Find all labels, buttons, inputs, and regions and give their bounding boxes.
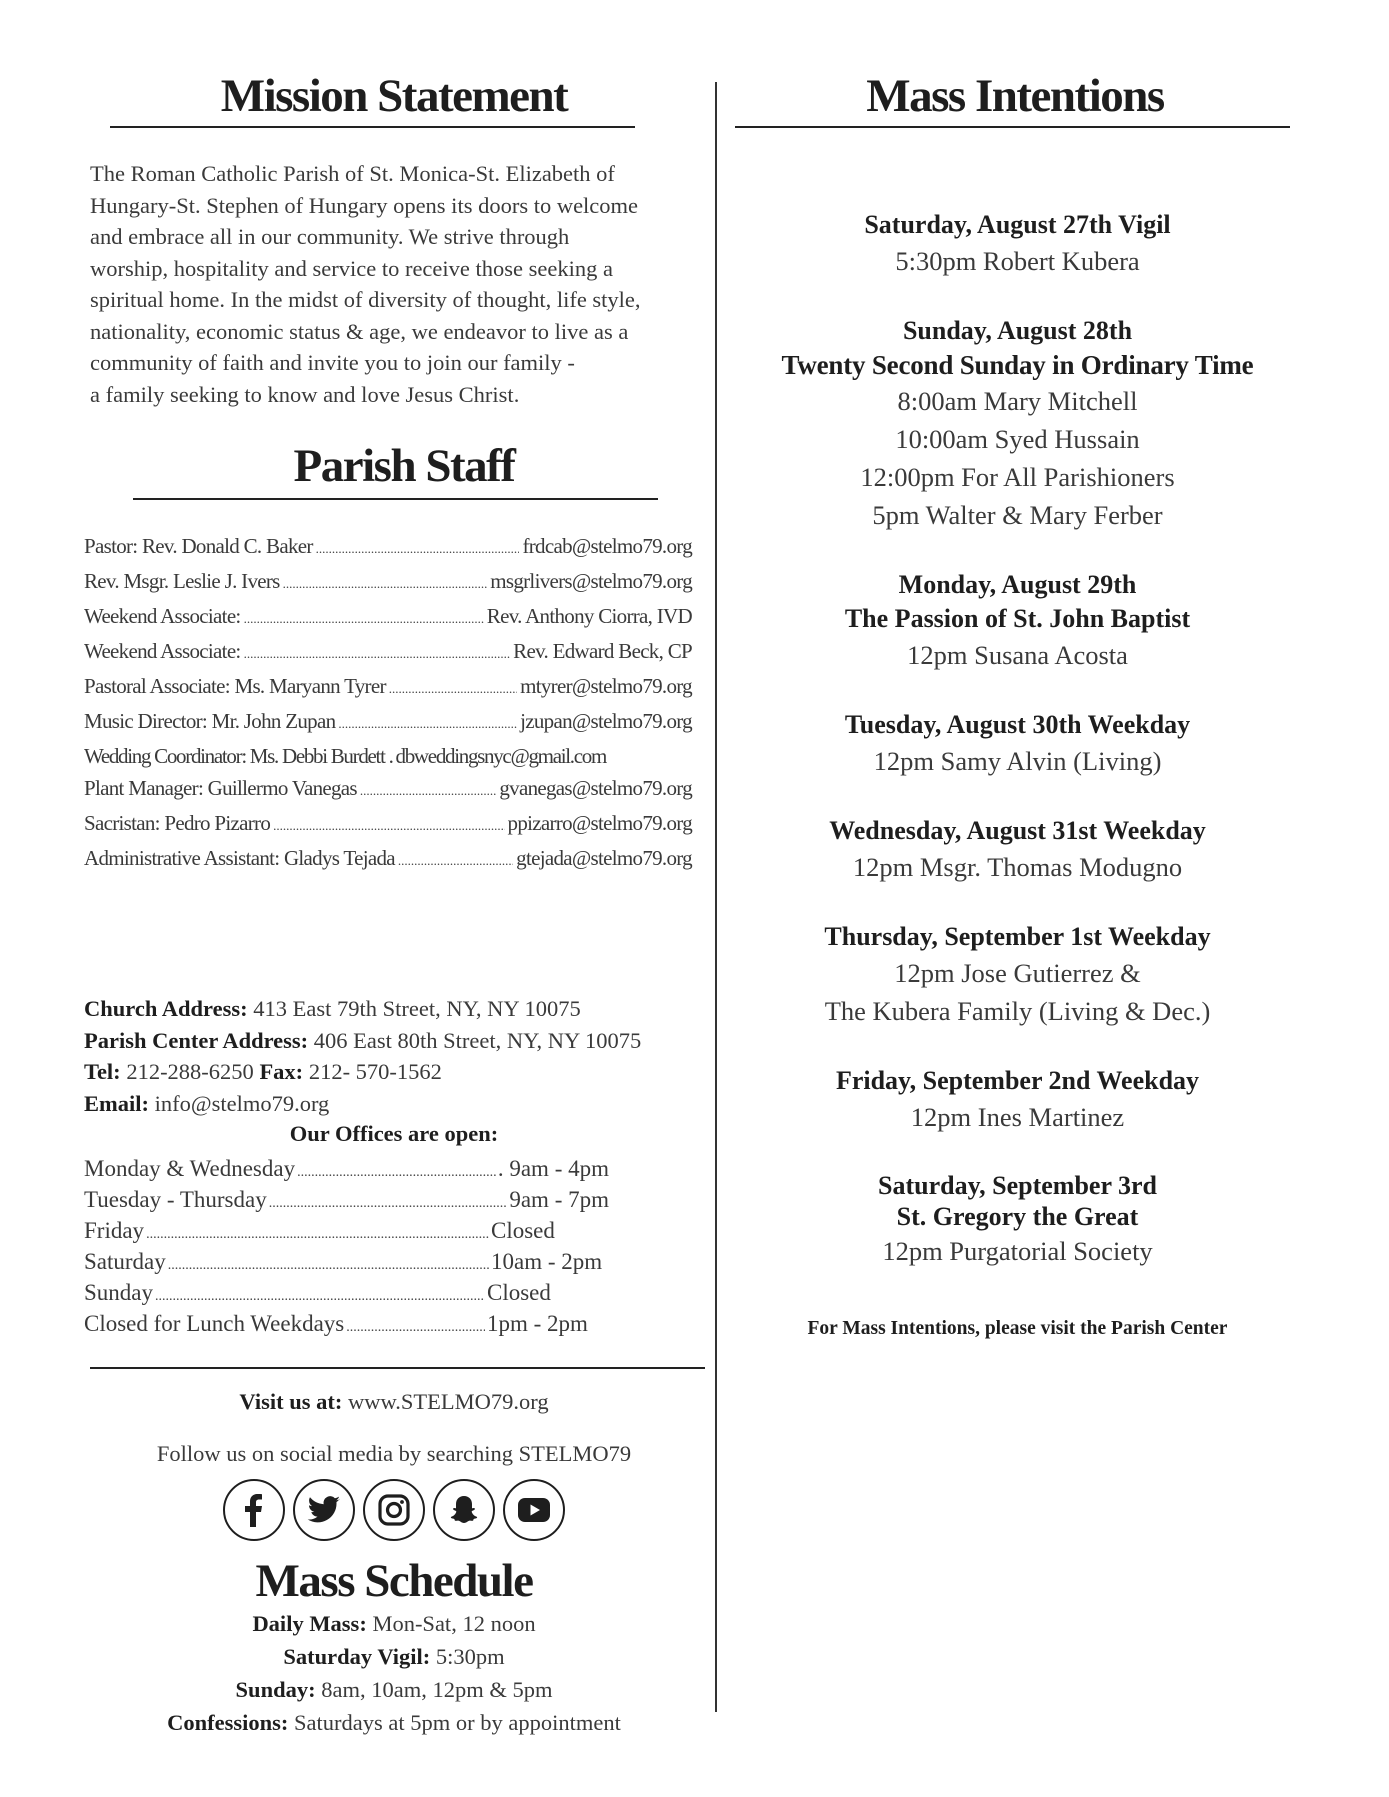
mission-line: The Roman Catholic Parish of St. Monica-St. Elizabeth of xyxy=(90,161,615,186)
staff-row xyxy=(84,705,692,740)
intention-entry: 8:00am Mary Mitchell xyxy=(897,386,1138,416)
hours-row xyxy=(84,1248,609,1279)
hours-row xyxy=(84,1217,609,1248)
staff-name: Administrative Assistant: Gladys Tejada xyxy=(84,846,395,870)
follow-social: Follow us on social media by searching STELMO79 xyxy=(156,1441,632,1466)
intention-day xyxy=(735,708,1300,780)
intention-entry: 5pm Walter & Mary Ferber xyxy=(872,500,1163,530)
staff-contact[interactable]: gvanegas@stelmo79.org xyxy=(499,776,692,800)
intention-date: Saturday, August 27th Vigil xyxy=(864,210,1171,239)
staff-contact[interactable]: frdcab@stelmo79.org xyxy=(522,534,692,558)
offices-title: Our Offices are open: xyxy=(289,1121,499,1146)
saturday-vigil: Saturday Vigil: 5:30pm xyxy=(283,1644,505,1669)
intention-feast: The Passion of St. John Baptist xyxy=(844,604,1191,633)
staff-row xyxy=(84,530,692,565)
staff-name: Pastor: Rev. Donald C. Baker xyxy=(84,534,313,558)
staff-row xyxy=(84,772,692,807)
intention-entry: 10:00am Syed Hussain xyxy=(895,424,1140,454)
intention-day xyxy=(735,1170,1300,1270)
hours-time: 1pm - 2pm xyxy=(487,1311,588,1336)
staff-rule xyxy=(133,498,658,500)
mission-line: spiritual home. In the midst of diversity of thought, life style, xyxy=(90,287,641,312)
mission-line: a family seeking to know and love Jesus Christ. xyxy=(90,381,520,407)
hours-row xyxy=(84,1155,609,1186)
staff-name: Plant Manager: Guillermo Vanegas xyxy=(84,776,357,800)
staff-row xyxy=(84,565,692,600)
intention-date: Sunday, August 28th xyxy=(902,316,1133,345)
footer-rule xyxy=(90,1367,705,1369)
daily-mass: Daily Mass: Mon-Sat, 12 noon xyxy=(252,1611,536,1636)
mass-schedule xyxy=(84,1607,704,1739)
website-link[interactable]: www.STELMO79.org xyxy=(347,1389,549,1414)
staff-contact[interactable]: ppizarro@stelmo79.org xyxy=(507,811,692,835)
staff-contact[interactable]: msgrlivers@stelmo79.org xyxy=(490,569,692,593)
hours-time: . 9am - 4pm xyxy=(497,1156,609,1181)
visit-us: Visit us at: www.STELMO79.org xyxy=(239,1389,549,1414)
hours-row xyxy=(84,1279,609,1310)
intention-entry: The Kubera Family (Living & Dec.) xyxy=(824,996,1211,1026)
social-icons xyxy=(84,1479,704,1541)
confessions: Confessions: Saturdays at 5pm or by appointment xyxy=(167,1710,621,1735)
hours-day: Sunday xyxy=(84,1280,153,1305)
intention-feast: St. Gregory the Great xyxy=(896,1202,1139,1231)
intentions-footnote: For Mass Intentions, please visit the Parish Center xyxy=(807,1318,1228,1339)
schedule-heading: Mass Schedule xyxy=(255,1555,533,1607)
hours-day: Friday xyxy=(84,1218,145,1243)
intention-date: Saturday, September 3rd xyxy=(877,1171,1158,1200)
right-column xyxy=(735,70,1300,1340)
mission-statement xyxy=(90,158,690,410)
mission-heading: Mission Statement xyxy=(220,70,568,122)
mission-line: community of faith and invite you to join our family - xyxy=(90,350,575,375)
column-divider xyxy=(715,82,717,1712)
mission-line: worship, hospitality and service to receive those seeking a xyxy=(90,255,613,281)
office-hours xyxy=(84,1155,609,1341)
staff-row xyxy=(84,807,692,842)
mission-line: Hungary-St. Stephen of Hungary opens its doors to welcome xyxy=(90,192,639,218)
staff-heading: Parish Staff xyxy=(293,440,515,492)
intention-day xyxy=(735,1064,1300,1136)
hours-day: Saturday xyxy=(84,1249,166,1274)
mission-line: nationality, economic status & age, we endeavor to live as a xyxy=(90,318,629,344)
intention-date: Friday, September 2nd Weekday xyxy=(835,1066,1200,1095)
intention-entry: 12pm Samy Alvin (Living) xyxy=(873,746,1162,776)
staff-name: Rev. Msgr. Leslie J. Ivers xyxy=(84,569,280,593)
instagram-icon[interactable] xyxy=(363,1479,425,1541)
staff-row xyxy=(84,670,692,705)
staff-row xyxy=(84,600,692,635)
staff-name: Weekend Associate: xyxy=(84,604,241,628)
twitter-icon[interactable] xyxy=(293,1479,355,1541)
staff-contact[interactable]: gtejada@stelmo79.org xyxy=(516,846,692,870)
mission-line: and embrace all in our community. We strive through xyxy=(90,224,570,249)
staff-name: Weekend Associate: xyxy=(84,639,241,663)
staff-contact[interactable]: mtyrer@stelmo79.org xyxy=(520,674,692,698)
staff-contact: Rev. Anthony Ciorra, IVD xyxy=(486,604,692,628)
staff-list xyxy=(84,530,694,877)
staff-contact[interactable]: jzupan@stelmo79.org xyxy=(520,709,692,733)
intention-day xyxy=(735,314,1300,534)
intention-day xyxy=(735,920,1300,1030)
staff-contact[interactable]: dbweddingsnyc@gmail.com xyxy=(395,744,607,768)
intention-day xyxy=(735,568,1300,674)
intention-entry: 12pm Jose Gutierrez & xyxy=(894,958,1141,988)
staff-name: Wedding Coordinator: Ms. Debbi Burdett . xyxy=(84,744,393,768)
sunday-masses: Sunday: 8am, 10am, 12pm & 5pm xyxy=(235,1677,553,1702)
youtube-icon[interactable] xyxy=(503,1479,565,1541)
email-link[interactable]: info@stelmo79.org xyxy=(154,1090,330,1116)
intention-entry: 12pm Susana Acosta xyxy=(907,640,1128,670)
intention-entry: 12pm Purgatorial Society xyxy=(882,1236,1153,1266)
hours-day: Tuesday - Thursday xyxy=(84,1187,267,1212)
hours-row xyxy=(84,1186,609,1217)
hours-day: Monday & Wednesday xyxy=(84,1156,296,1181)
contact-info xyxy=(84,993,694,1119)
intention-date: Tuesday, August 30th Weekday xyxy=(844,710,1191,739)
email: Email: info@stelmo79.org xyxy=(84,1090,330,1116)
parish-center-address: Parish Center Address: 406 East 80th Street, NY, NY 10075 xyxy=(84,1027,642,1053)
intentions-heading: Mass Intentions xyxy=(866,70,1164,122)
intention-entry: 12pm Ines Martinez xyxy=(910,1102,1125,1132)
staff-row xyxy=(84,842,692,877)
intention-entry: 12pm Msgr. Thomas Modugno xyxy=(852,852,1183,882)
staff-row xyxy=(84,635,692,670)
hours-time: Closed xyxy=(491,1218,555,1243)
intention-day xyxy=(735,814,1300,886)
intention-feast: Twenty Second Sunday in Ordinary Time xyxy=(781,350,1254,380)
hours-row xyxy=(84,1310,609,1341)
hours-time: 10am - 2pm xyxy=(491,1249,603,1274)
intention-entry: 5:30pm Robert Kubera xyxy=(895,246,1140,276)
hours-time: Closed xyxy=(487,1280,551,1305)
intention-entry: 12:00pm For All Parishioners xyxy=(860,462,1175,492)
facebook-icon[interactable] xyxy=(223,1479,285,1541)
mission-rule xyxy=(110,126,635,128)
intention-date: Monday, August 29th xyxy=(898,570,1137,599)
hours-time: 9am - 7pm xyxy=(509,1187,609,1212)
staff-row xyxy=(84,740,692,772)
phone-fax: Tel: 212-288-6250 Fax: 212- 570-1562 xyxy=(84,1059,442,1084)
staff-name: Music Director: Mr. John Zupan xyxy=(84,709,336,733)
intention-date: Wednesday, August 31st Weekday xyxy=(829,816,1206,845)
church-address: Church Address: 413 East 79th Street, NY, NY 10075 xyxy=(84,996,581,1021)
intention-day xyxy=(735,208,1300,280)
intention-date: Thursday, September 1st Weekday xyxy=(824,922,1211,951)
staff-name: Sacristan: Pedro Pizarro xyxy=(84,811,271,835)
staff-name: Pastoral Associate: Ms. Maryann Tyrer xyxy=(84,674,386,698)
left-column xyxy=(84,70,694,1739)
snapchat-icon[interactable] xyxy=(433,1479,495,1541)
staff-contact: Rev. Edward Beck, CP xyxy=(513,639,692,663)
hours-day: Closed for Lunch Weekdays xyxy=(84,1311,345,1336)
